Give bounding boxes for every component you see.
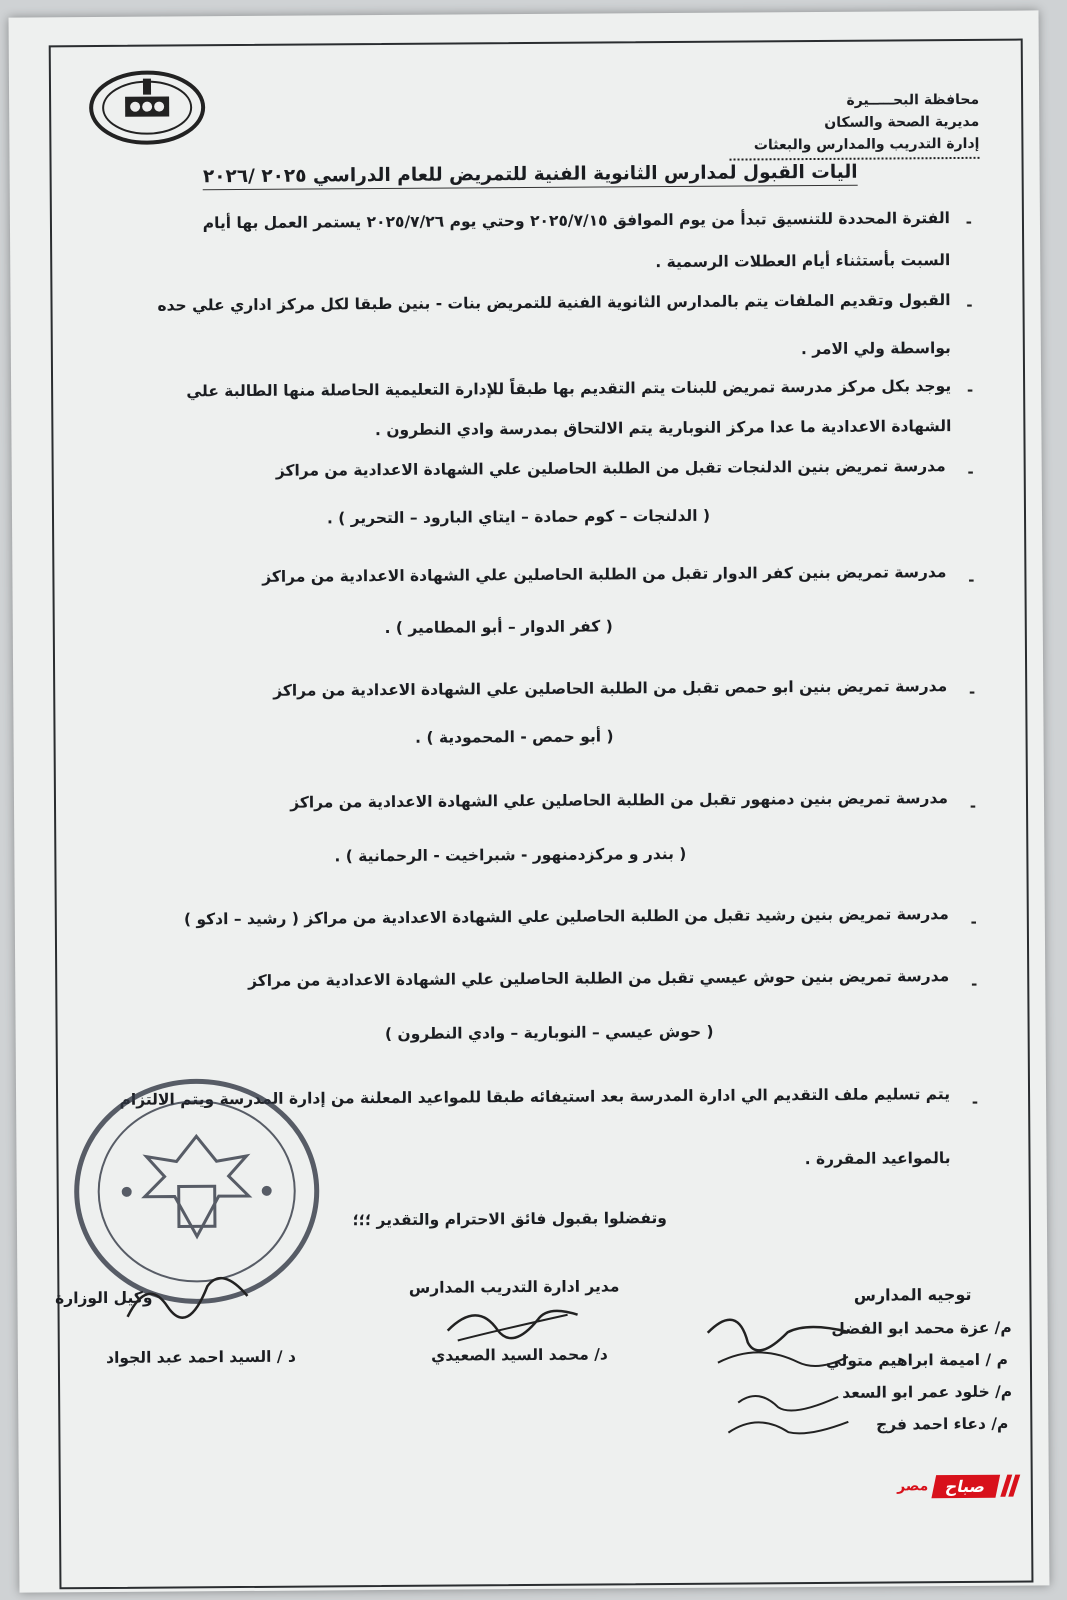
- handwritten-signatures: [698, 1302, 869, 1443]
- bullet-3: -: [966, 380, 974, 399]
- body-line-15: مدرسة تمريض بنين رشيد تقبل من الطلبة الحاصلين علي الشهادة الاعدادية من مراكز ( رشيد – ادكو ): [183, 905, 949, 929]
- bullet-7: -: [969, 796, 977, 815]
- body-line-14: ( بندر و مركزدمنهور - شبراخيت - الرحمانية ) .: [334, 844, 687, 866]
- body-line-18: يتم تسليم ملف التقديم الي ادارة المدرسة بعد استيفائه طبقا للمواعيد المعلنة من إدارة المدرسة ويتم الالتزام: [119, 1085, 951, 1109]
- deputy-name: د / السيد احمد عبد الجواد: [106, 1347, 296, 1367]
- body-line-16: مدرسة تمريض بنين حوش عيسي تقبل من الطلبة الحاصلين علي الشهادة الاعدادية من مراكز: [248, 967, 950, 990]
- document-title: اليات القبول لمدارس الثانوية الفنية للتمريض للعام الدراسي ٢٠٢٥ /٢٠٢٦: [203, 162, 858, 191]
- department-label: إدارة التدريب والمدارس والبعثات: [753, 135, 980, 154]
- body-line-4: بواسطة ولي الامر .: [800, 339, 951, 359]
- schools-name-1: م/ عزة محمد ابو الفضل: [831, 1318, 1012, 1338]
- body-line-6: الشهادة الاعدادية ما عدا مركز النوبارية يتم الالتحاق بمدرسة وادي النطرون .: [374, 417, 952, 440]
- bullet-8: -: [970, 912, 977, 931]
- schools-name-2: م / اميمة ابراهيم متولي: [825, 1350, 1008, 1370]
- closing-line: وتفضلوا بقبول فائق الاحترام والتقدير ؛؛؛: [352, 1209, 667, 1230]
- body-line-5: يوجد بكل مركز مدرسة تمريض للبنات يتم التقديم بها طبقاً للإدارة التعليمية الحاصلة منها الطالبة علي: [186, 377, 952, 401]
- body-line-10: ( كفر الدوار – أبو المطامير ) .: [384, 617, 613, 638]
- bullet-9: -: [970, 974, 978, 993]
- site-watermark: [845, 1471, 1017, 1502]
- bullet-1: -: [965, 212, 973, 231]
- body-line-11: مدرسة تمريض بنين ابو حمص تقبل من الطلبة الحاصلين علي الشهادة الاعدادية من مراكز: [273, 677, 948, 700]
- document-page: [9, 10, 1050, 1592]
- body-line-7: مدرسة تمريض بنين الدلنجات تقبل من الطلبة الحاصلين علي الشهادة الاعدادية من مراكز: [275, 457, 946, 480]
- bullet-6: -: [968, 682, 976, 701]
- bullet-10: -: [971, 1092, 979, 1111]
- letterhead: [659, 89, 979, 161]
- bullet-4: -: [967, 462, 974, 481]
- training-title: مدير ادارة التدريب المدارس: [408, 1277, 620, 1297]
- body-line-13: مدرسة تمريض بنين دمنهور تقبل من الطلبة الحاصلين علي الشهادة الاعدادية من مراكز: [290, 789, 949, 812]
- governorate-label: محافظة البحـــــيرة: [846, 91, 980, 109]
- schools-name-4: م/ دعاء احمد فرج: [875, 1414, 1009, 1434]
- deputy-signature: [117, 1266, 257, 1337]
- training-signature: [437, 1290, 587, 1351]
- body-line-1: الفترة المحددة للتنسيق تبدأ من يوم الموافق ٢٠٢٥/٧/١٥ وحتي يوم ٢٠٢٥/٧/٢٦ يستمر العمل بها أيام: [202, 209, 950, 233]
- body-line-12: ( أبو حمص - المحمودية ) .: [415, 727, 614, 747]
- body-line-19: بالمواعيد المقررة .: [804, 1149, 951, 1169]
- watermark-bars-icon: [1004, 1475, 1017, 1497]
- bullet-2: -: [966, 295, 973, 314]
- body-line-9: مدرسة تمريض بنين كفر الدوار تقبل من الطلبة الحاصلين علي الشهادة الاعدادية من مراكز: [262, 563, 947, 586]
- bullet-5: -: [968, 570, 975, 589]
- body-line-17: ( حوش عيسي – النوبارية – وادي النطرون ): [384, 1022, 714, 1044]
- ministry-logo: [87, 68, 208, 147]
- watermark-brand: صباح: [932, 1474, 1000, 1497]
- watermark-country: مصر: [897, 1478, 929, 1495]
- body-line-8: ( الدلنجات – كوم حمادة – ايتاي البارود – التحرير ) .: [326, 506, 711, 528]
- schools-name-3: م/ خلود عمر ابو السعد: [842, 1382, 1013, 1402]
- training-name: د/ محمد السيد الصعيدي: [431, 1345, 608, 1365]
- body-line-3: القبول وتقديم الملفات يتم بالمدارس الثانوية الفنية للتمريض بنات - بنين طبقا لكل مركز اداري علي حده: [157, 291, 951, 315]
- schools-title: توجيه المدارس: [853, 1284, 972, 1305]
- body-line-2: السبت بأستثناء أيام العطلات الرسمية .: [655, 251, 951, 272]
- directorate-label: مديرية الصحة والسكان: [824, 113, 980, 131]
- deputy-title: وكيل الوزارة: [55, 1288, 153, 1308]
